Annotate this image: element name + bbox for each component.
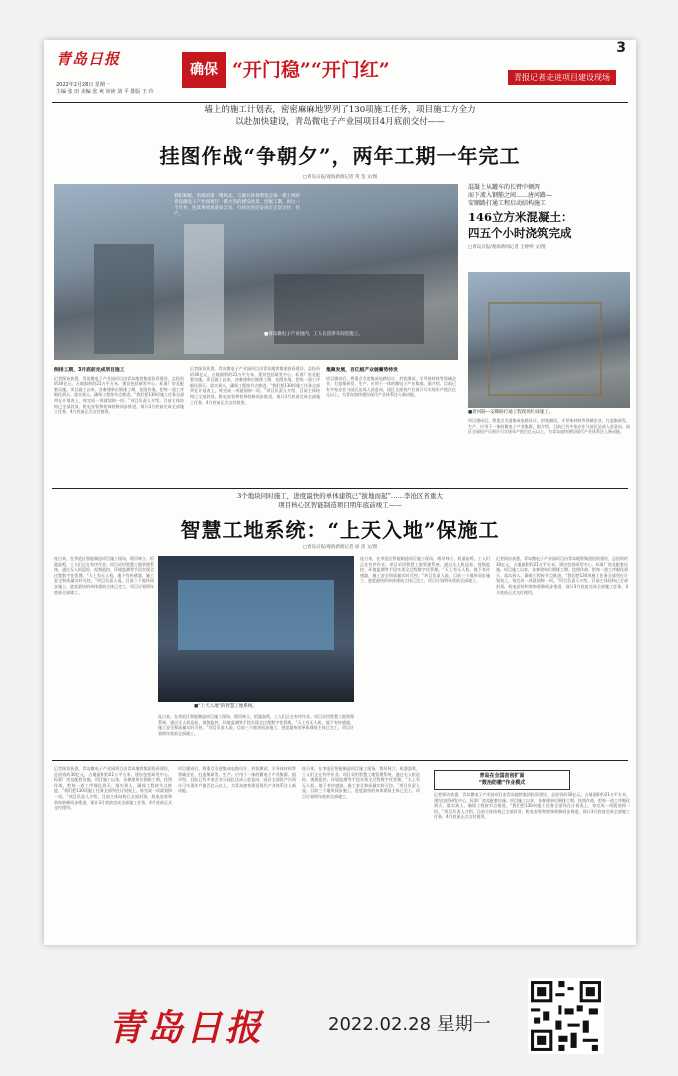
bottom-column-4 xyxy=(434,792,630,940)
kicker-line: 以赴加快建设，青岛微电子产业园项目4月底前交付—— xyxy=(235,117,445,127)
article1-subhead-2: 集聚发展，百亿级产业链蓄势待发 xyxy=(326,368,398,373)
sidebar-header xyxy=(468,184,630,250)
column-text: 连日来，在李沧区智能制造项目施工现场，塔吊林立、机器轰鸣，工人们正在有序作业。项目采用智慧工地管理系统，通过无人机巡检、视频监控、环境监测等手段实现全过程数字化管理。“天上有无人机，地下有传感器，施工安全和质量实时可控。”项目负责人说。目前三个地块同步施工，进度最快的单体建筑主体已完工，项目计划明年底前全部竣工。 xyxy=(302,766,420,799)
sidebar-body xyxy=(468,418,630,486)
meta-editors: 主编 张 田 美编 张 爽 审读 刘 平 排版 王 玲 xyxy=(56,89,154,95)
kicker-line: 项目核心区智能制造项目明年底前竣工—— xyxy=(278,501,402,509)
column-text: 项目建成后，将重点引进集成电路设计、封装测试、半导体材料等领域企业，打造集研发、生产、应用于一体的微电子产业集群。据介绍，目前已有多家企业与园区达成入驻意向，园区全部投产后预计可实现年产值百亿元以上，为青岛加快建设现代产业体系注入新动能。 xyxy=(326,375,456,398)
column-text: 连日来，在李沧区智能制造项目施工现场，塔吊林立、机器轰鸣，工人们正在有序作业。项目采用智慧工地管理系统，通过无人机巡检、视频监控、环境监测等手段实现全过程数字化管理。“天上有无人机，地下有传感器，施工安全和质量实时可控。”项目负责人说。目前三个地块同步施工，进度最快的单体建筑主体已完工，项目计划明年底前全部竣工。 xyxy=(54,556,154,595)
article2-kicker xyxy=(54,492,626,510)
meta-date: 2022年2月28日 星期一 xyxy=(56,82,110,88)
column-text: 连日来，在李沧区智能制造项目施工现场，塔吊林立、机器轰鸣，工人们正在有序作业。项目采用智慧工地管理系统，通过无人机巡检、视频监控、环境监测等手段实现全过程数字化管理。“天上有无人机，地下有传感器，施工安全和质量实时可控。”项目负责人说。目前三个地块同步施工，进度最快的单体建筑主体已完工，项目计划明年底前全部竣工。 xyxy=(360,556,490,584)
article1-headline: 挂图作战“争朝夕”，两年工期一年完工 xyxy=(159,144,521,168)
page-number: 3 xyxy=(616,40,626,56)
masthead xyxy=(52,40,628,102)
article2-photo-caption: ■“上天入地”的智慧工地系统。 xyxy=(194,704,257,709)
article1-column-3 xyxy=(326,366,456,486)
divider xyxy=(52,102,628,103)
sidebar-kicker: 混凝土从罐车的长臂中倾泻 xyxy=(468,184,541,191)
article1-photo-caption: ■青岛微电子产业园内，工人在活净车间里施工。 xyxy=(264,332,363,337)
sidebar-byline: □青岛日报/观海新闻记者 王婷婷 文/图 xyxy=(468,245,546,250)
article2-headline: 智慧工地系统：“上天入地”保施工 xyxy=(180,518,500,542)
column-text: 记者探访获悉，青岛微电子产业园项目由青岛地铁集团投资建设，总投资约30亿元，占地面积约21万平方米，建设包括研发中心、标准厂房及配套设施。项目施工以来，各参建单位倒排工期，挂图作战，把每一道工序细化到天、落实到人，确保工程按节点推进。“我们把130项施工任务全部列在计划表上，每完成一项就划掉一项。”项目负责人介绍，目前主体结构已全部封顶，机电安装和装饰装修同步推进，预计3月底前完成全部施工任务，4月底前正式交付使用。 xyxy=(54,766,172,811)
column-text: 记者探访获悉，青岛微电子产业园项目由青岛地铁集团投资建设，总投资约30亿元，占地面积约21万平方米，建设包括研发中心、标准厂房及配套设施。项目施工以来，各参建单位倒排工期，挂图作战，把每一道工序细化到天、落实到人，确保工程按节点推进。“我们把130项施工任务全部列在计划表上，每完成一项就划掉一项。”项目负责人介绍，目前主体结构已全部封顶，机电安装和装饰装修同步推进，预计3月底前完成全部施工任务，4月底前正式交付使用。 xyxy=(190,366,320,405)
column-text: 记者探访获悉，青岛微电子产业园项目由青岛地铁集团投资建设，总投资约30亿元，占地面积约21万平方米，建设包括研发中心、标准厂房及配套设施。项目施工以来，各参建单位倒排工期，挂图作战，把每一道工序细化到天、落实到人，确保工程按节点推进。“我们把130项施工任务全部列在计划表上，每完成一项就划掉一项。”项目负责人介绍，目前主体结构已全部封顶，机电安装和装饰装修同步推进，预计3月底前完成全部施工任务，4月底前正式交付使用。 xyxy=(434,792,630,820)
banner-column: 青报记者走进项目建设现场 xyxy=(508,70,616,85)
sidebar-photo xyxy=(468,272,630,408)
article1-column-1 xyxy=(54,366,184,486)
kicker-line: 3个地块同时施工，进度最快的单体建筑已“拔地而起”……李沧区省重大 xyxy=(237,492,443,500)
infobox-line: 青岛在全国首创扩面 xyxy=(479,773,525,779)
footer-date: 2022.02.28 星期一 xyxy=(328,1014,491,1035)
article1-byline: □青岛日报/观海新闻记者 常 莹 文/图 xyxy=(302,175,378,180)
column-text: 项目建成后，将重点引进集成电路设计、封装测试、半导体材料等领域企业，打造集研发、生产、应用于一体的微电子产业集群。据介绍，目前已有多家企业与园区达成入驻意向，园区全部投产后预计可实现年产值百亿元以上，为青岛加快建设现代产业体系注入新动能。 xyxy=(178,766,296,794)
article2-photo xyxy=(158,556,354,702)
article2-column-2 xyxy=(158,714,354,756)
kicker-line: 墙上的施工计划表，密密麻麻地罗列了130项施工任务，项目施工方全力 xyxy=(204,105,476,115)
article1-subhead: 倒排工期，3月底前完成项目施工 xyxy=(54,368,125,373)
banner-tag: 确保 xyxy=(182,52,226,88)
masthead-logo: 青岛日报 xyxy=(56,50,121,68)
sidebar-headline: 146立方米混凝土： xyxy=(468,210,573,224)
sidebar-photo-caption: ■唐河路—安顺路打通工程现场忙碌施工。 xyxy=(468,410,554,415)
article2-byline: □青岛日报/观海新闻记者 徐 雷 文/图 xyxy=(302,545,378,550)
footer-logo: 青岛日报 xyxy=(108,1007,265,1049)
bottom-column-1 xyxy=(54,766,172,940)
article1-kicker xyxy=(54,104,626,128)
banner xyxy=(182,52,616,88)
article2-column-1 xyxy=(54,556,154,756)
column-text: 项目建成后，将重点引进集成电路设计、封装测试、半导体材料等领域企业，打造集研发、生产、应用于一体的微电子产业集群。据介绍，目前已有多家企业与园区达成入驻意向，园区全部投产后预计可实现年产值百亿元以上，为青岛加快建设现代产业体系注入新动能。 xyxy=(468,418,630,435)
divider xyxy=(52,760,628,761)
sidebar-headline: 四五个小时浇筑完成 xyxy=(468,226,572,240)
masthead-meta xyxy=(56,82,154,96)
article1-photo xyxy=(54,184,458,360)
bottom-column-3 xyxy=(302,766,420,940)
sidebar-kicker: 而下流入钢筋之间……唐河路— xyxy=(468,192,553,199)
infobox-line: “数治防撤”作业模式 xyxy=(478,780,526,786)
photo-overlay-text: 春阳和暖，沿街的第一缕风北，与施方各将明宽总领一那土两时青岛微电子产业园项目一派火热的建设场景，挖掘工期，再这一个月并，往其事项真备发合乐，行持动连近安再定正次交付，往产。 xyxy=(174,194,300,217)
article2-column-4 xyxy=(496,556,628,756)
infobox xyxy=(434,770,570,790)
divider xyxy=(52,488,628,489)
column-text: 记者探访获悉，青岛微电子产业园项目由青岛地铁集团投资建设，总投资约30亿元，占地面积约21万平方米，建设包括研发中心、标准厂房及配套设施。项目施工以来，各参建单位倒排工期，挂图作战，把每一道工序细化到天、落实到人，确保工程按节点推进。“我们把130项施工任务全部列在计划表上，每完成一项就划掉一项。”项目负责人介绍，目前主体结构已全部封顶，机电安装和装饰装修同步推进，预计3月底前完成全部施工任务，4月底前正式交付使用。 xyxy=(496,556,628,595)
article2-column-3 xyxy=(360,556,490,756)
banner-slogan: “开门稳”“开门红” xyxy=(232,59,390,81)
article1-column-2 xyxy=(190,366,320,486)
column-text: 连日来，在李沧区智能制造项目施工现场，塔吊林立、机器轰鸣，工人们正在有序作业。项目采用智慧工地管理系统，通过无人机巡检、视频监控、环境监测等手段实现全过程数字化管理。“天上有无人机，地下有传感器，施工安全和质量实时可控。”项目负责人说。目前三个地块同步施工，进度最快的单体建筑主体已完工，项目计划明年底前全部竣工。 xyxy=(158,714,354,736)
qr-code-icon[interactable] xyxy=(528,978,604,1054)
bottom-column-2 xyxy=(178,766,296,940)
sidebar-kicker: 安顺路打通工程启动结构施工 xyxy=(468,200,547,207)
column-text: 记者探访获悉，青岛微电子产业园项目由青岛地铁集团投资建设，总投资约30亿元，占地面积约21万平方米，建设包括研发中心、标准厂房及配套设施。项目施工以来，各参建单位倒排工期，挂图作战，把每一道工序细化到天、落实到人，确保工程按节点推进。“我们把130项施工任务全部列在计划表上，每完成一项就划掉一项。”项目负责人介绍，目前主体结构已全部封顶，机电安装和装饰装修同步推进，预计3月底前完成全部施工任务，4月底前正式交付使用。 xyxy=(54,375,184,415)
newspaper-page xyxy=(44,40,636,945)
